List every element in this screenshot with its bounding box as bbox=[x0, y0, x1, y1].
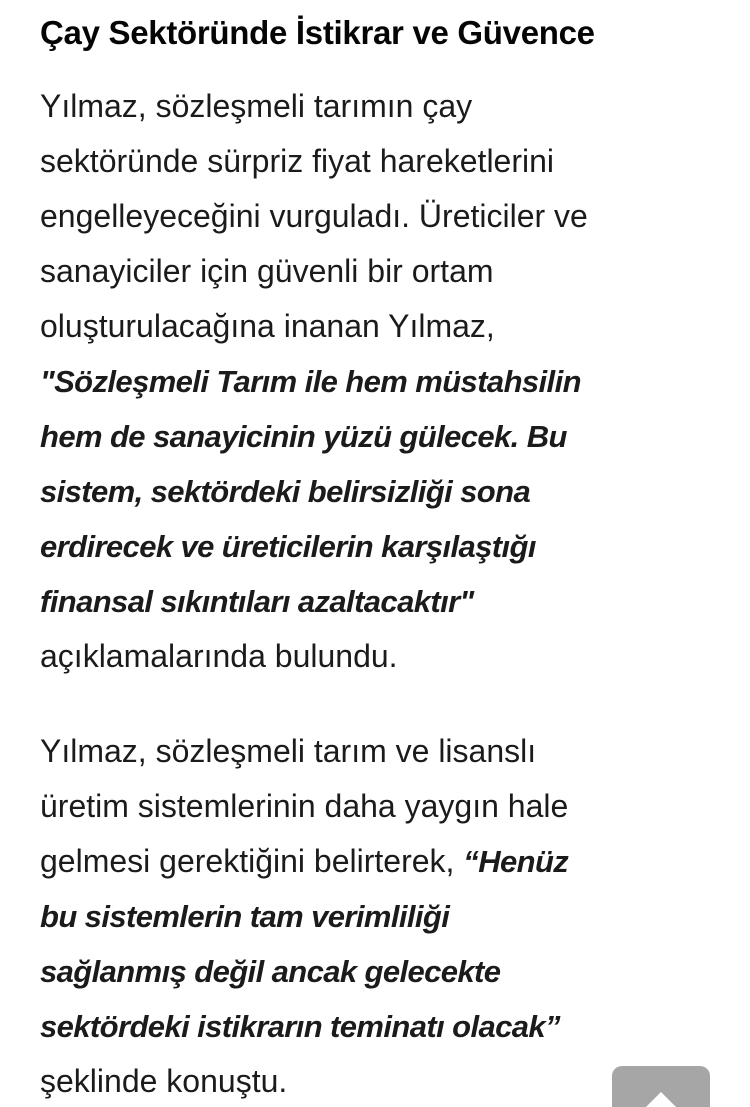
text-run: açıklamalarında bulundu. bbox=[40, 638, 398, 674]
quote-text-run: “Henüz bu sistemlerin tam verimliliği sağlanmış değil ancak gelecekte sektördeki istikrarın teminatı olacak” bbox=[40, 844, 569, 1044]
quote-text-run: "Sözleşmeli Tarım ile hem müstahsilin hem de sanayicinin yüzü gülecek. Bu sistem, sektördeki belirsizliği sona erdirecek ve üreticilerin karşılaştığı finansal sıkıntıları azaltacaktır" bbox=[40, 364, 581, 619]
text-run: Yılmaz, sözleşmeli tarım ve lisanslı üretim sistemlerinin daha yaygın hale gelmesi gerektiğini belirterek, bbox=[40, 733, 569, 879]
text-run: Yılmaz, sözleşmeli tarımın çay sektöründe sürpriz fiyat hareketlerini engelleyeceğini vurguladı. Üreticiler ve sanayiciler için güvenli bir ortam oluşturulacağına inanan Yılmaz, bbox=[40, 88, 588, 344]
scroll-to-top-button[interactable] bbox=[612, 1066, 710, 1107]
text-run: şeklinde konuştu. bbox=[40, 1063, 288, 1099]
up-arrow-icon bbox=[639, 1092, 683, 1107]
paragraph-2 bbox=[40, 724, 750, 1107]
paragraph-1 bbox=[40, 79, 750, 684]
article-heading: Çay Sektöründe İstikrar ve Güvence bbox=[40, 14, 595, 51]
